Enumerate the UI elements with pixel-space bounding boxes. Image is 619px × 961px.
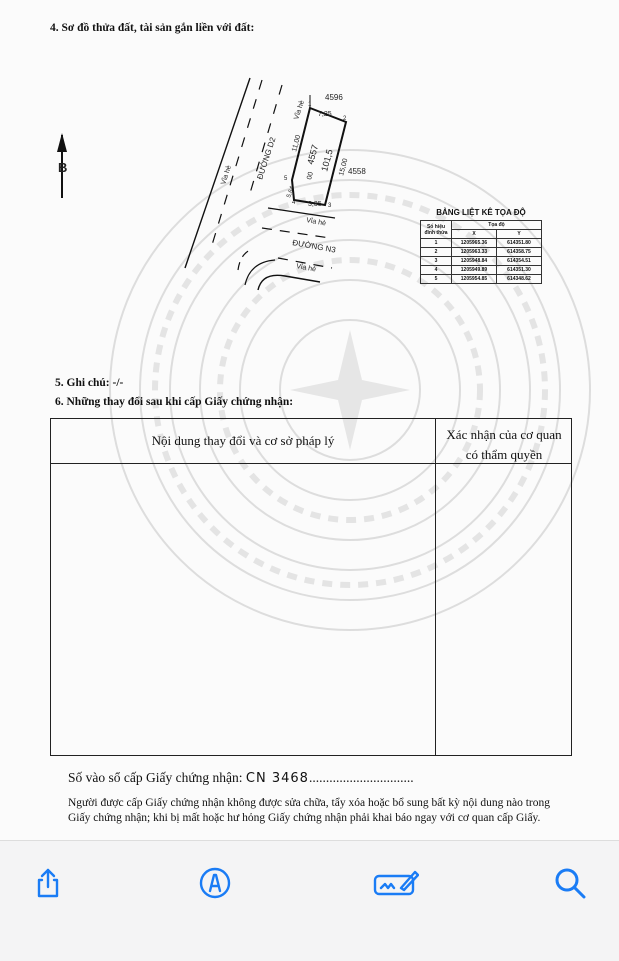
svg-text:3,35: 3,35 — [308, 201, 322, 208]
svg-text:4558: 4558 — [348, 167, 366, 176]
north-label: B — [58, 160, 68, 175]
header-x: X — [452, 230, 497, 239]
svg-text:5,64: 5,64 — [286, 185, 296, 199]
svg-text:5: 5 — [284, 176, 288, 182]
share-button[interactable] — [28, 863, 68, 903]
registry-label: Số vào sổ cấp Giấy chứng nhận: — [68, 770, 243, 785]
signature-button[interactable] — [372, 863, 420, 903]
svg-text:Vỉa hè: Vỉa hè — [305, 217, 327, 228]
svg-text:11,00: 11,00 — [291, 134, 303, 153]
markup-button[interactable] — [195, 863, 235, 903]
table-row: 4 1205949.89 614351.30 — [421, 266, 542, 275]
svg-text:2: 2 — [343, 116, 347, 122]
svg-text:3: 3 — [328, 203, 332, 209]
table-row: 3 1205948.84 614354.51 — [421, 257, 542, 266]
section-5-title: 5. Ghi chú: -/- — [55, 377, 124, 389]
svg-text:Vỉa hè: Vỉa hè — [293, 99, 307, 121]
changes-table — [50, 418, 572, 756]
header-coords: Tọa độ — [452, 221, 542, 230]
bottom-toolbar — [0, 840, 619, 961]
coordinate-table — [420, 208, 542, 284]
table-row: 1 1205965.36 614351.80 — [421, 239, 542, 248]
svg-text:4: 4 — [292, 200, 296, 206]
registry-number — [68, 770, 414, 786]
svg-text:ĐƯỜNG N3: ĐƯỜNG N3 — [291, 238, 337, 255]
header-y: Y — [497, 230, 542, 239]
svg-text:Vỉa hè: Vỉa hè — [295, 263, 317, 274]
header-vertex: Số hiệu đỉnh thửa — [421, 221, 452, 239]
share-icon — [31, 866, 65, 900]
svg-text:101,5: 101,5 — [319, 148, 335, 173]
section-4-title: 4. Sơ đồ thửa đất, tài sản gắn liền với đất: — [50, 22, 255, 34]
svg-text:4596: 4596 — [325, 93, 343, 102]
svg-text:ĐƯỜNG D2: ĐƯỜNG D2 — [255, 136, 278, 181]
search-icon — [553, 866, 587, 900]
table-row: 5 1205954.85 614348.62 — [421, 275, 542, 284]
changes-col1-header: Nội dung thay đổi và cơ sở pháp lý — [151, 433, 335, 448]
svg-text:00: 00 — [306, 171, 315, 181]
registry-value: CN 3468 — [245, 771, 309, 786]
coordinate-table-title: BẢNG LIỆT KÊ TỌA ĐỘ — [436, 208, 526, 217]
svg-text:1: 1 — [308, 102, 312, 108]
markup-icon — [198, 866, 232, 900]
registry-dots: ............................... — [308, 770, 414, 785]
signature-icon — [373, 866, 419, 900]
changes-col2-header: Xác nhận của cơ quan có thẩm quyền — [446, 427, 562, 462]
search-button[interactable] — [550, 863, 590, 903]
svg-text:7,25: 7,25 — [318, 111, 332, 118]
table-row: 2 1205963.33 614358.75 — [421, 248, 542, 257]
svg-text:4557: 4557 — [305, 143, 321, 166]
svg-text:Vỉa hè: Vỉa hè — [220, 164, 234, 186]
footer-note: Người được cấp Giấy chứng nhận không được sửa chữa, tẩy xóa hoặc bổ sung bất kỳ nội dung nào trong Giấy chứng nhận; khi bị mất hoặc hư hỏng Giấy chứng nhận phải khai báo ngay với cơ quan cấp Giấy. — [68, 797, 550, 824]
svg-text:15,00: 15,00 — [338, 157, 350, 177]
section-6-title: 6. Những thay đổi sau khi cấp Giấy chứng nhận: — [55, 396, 294, 408]
